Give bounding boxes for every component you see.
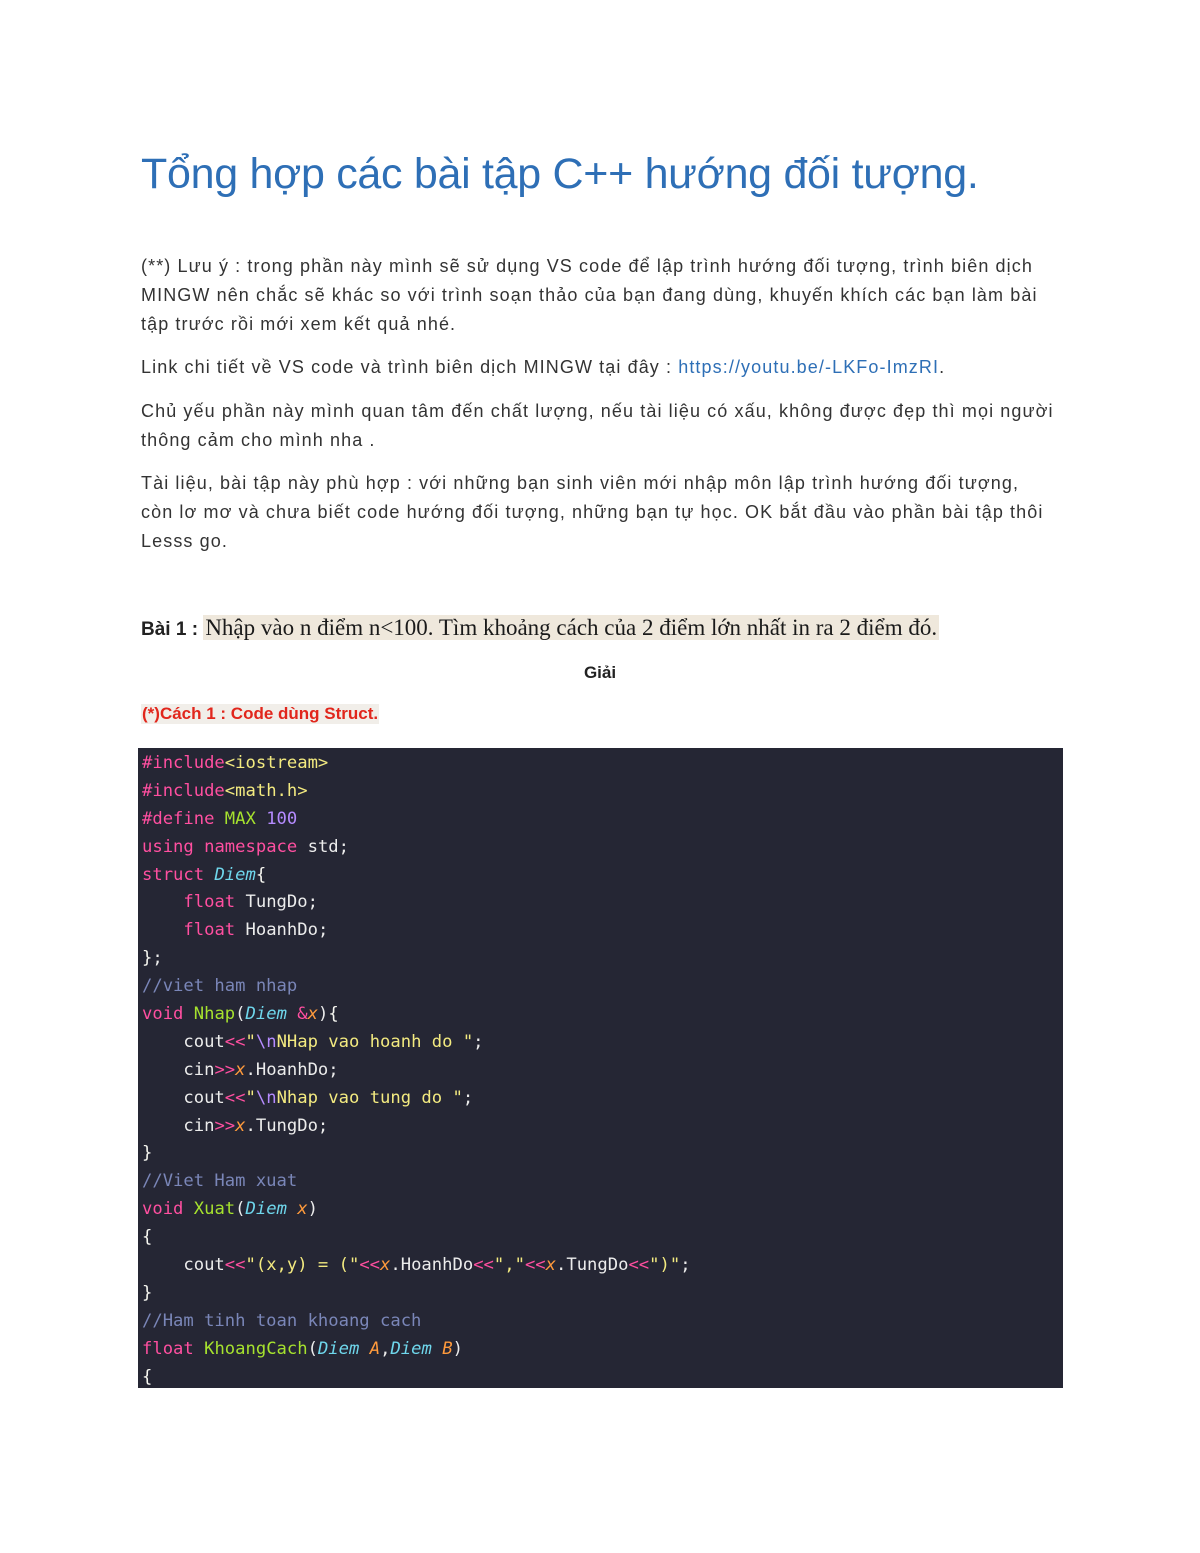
code-token: { [142, 1227, 153, 1248]
code-token: cin [142, 1115, 215, 1136]
code-token: \n [255, 1087, 277, 1108]
code-token: ; [152, 948, 163, 969]
code-line [142, 945, 1063, 973]
code-token: cout [142, 1087, 225, 1108]
code-token: >> [214, 1115, 236, 1136]
code-token: <iostream> [224, 753, 329, 773]
code-token: struct [142, 864, 205, 885]
code-token: HoanhDo; [235, 920, 329, 941]
code-token: " [245, 1031, 256, 1052]
code-token [183, 1199, 193, 1219]
code-token: ( [235, 1004, 246, 1025]
code-token: B [442, 1338, 453, 1359]
code-token: Nhap vao tung do " [276, 1087, 463, 1108]
code-token: << [473, 1255, 494, 1276]
code-token: #define [142, 808, 215, 829]
code-token: ; [473, 1031, 484, 1052]
code-token: std; [297, 836, 349, 857]
code-line [142, 1336, 1063, 1364]
code-token: A [369, 1338, 381, 1359]
code-line [142, 1140, 1063, 1168]
code-token: float [142, 1338, 194, 1359]
code-token: void [142, 1004, 184, 1025]
code-line [142, 778, 1063, 806]
code-token: x [235, 1115, 246, 1136]
code-token: Diem [317, 1338, 360, 1359]
code-token: " [245, 1087, 256, 1108]
code-token: ( [307, 1338, 318, 1359]
code-token: ; [462, 1087, 474, 1108]
code-line [142, 1280, 1063, 1308]
method-heading: (*)Cách 1 : Code dùng Struct. [142, 704, 379, 723]
code-token [142, 892, 183, 912]
link-intro-text: Link chi tiết về VS code và trình biên dịch MINGW tại đây : [141, 357, 679, 377]
code-token: x [307, 1004, 319, 1025]
code-token: , [380, 1338, 391, 1359]
code-line [142, 1168, 1063, 1196]
code-token: Nhap [193, 1004, 236, 1025]
code-line [142, 1057, 1063, 1085]
code-token: #include [142, 753, 225, 773]
code-token: cin [142, 1059, 215, 1080]
code-token: float [183, 920, 236, 941]
code-token [194, 837, 204, 857]
code-token: Diem [245, 1199, 287, 1220]
code-line [142, 834, 1063, 862]
code-block [138, 748, 1063, 1388]
code-line [142, 1364, 1063, 1388]
code-token: x [545, 1255, 556, 1276]
code-token: TungDo; [235, 892, 318, 913]
code-token [359, 1339, 369, 1359]
code-token: ( [235, 1199, 246, 1220]
code-line [142, 1224, 1063, 1252]
code-token: float [183, 892, 236, 913]
code-token [287, 1004, 297, 1024]
code-line [142, 889, 1063, 917]
code-token: } [142, 948, 153, 969]
code-token: Diem [390, 1338, 432, 1359]
code-token: //viet ham nhap [142, 976, 298, 997]
code-token: ) [307, 1199, 319, 1220]
code-token: ; [680, 1255, 691, 1276]
quality-paragraph: Chủ yếu phần này mình quan tâm đến chất lượng, nếu tài liệu có xấu, không được đẹp thì mọi người thông cảm cho mình nha . [141, 401, 1054, 450]
code-token: using [142, 836, 194, 857]
code-token [183, 1004, 193, 1024]
code-line [142, 973, 1063, 1001]
code-token [287, 1199, 297, 1219]
code-token: //Viet Ham xuat [142, 1171, 298, 1192]
document-title: Tổng hợp các bài tập C++ hướng đối tượng. [141, 150, 979, 198]
code-token: <math.h> [224, 780, 308, 801]
code-token: { [142, 1366, 153, 1387]
exercise-question: Nhập vào n điểm n<100. Tìm khoảng cách của 2 điểm lớn nhất in ra 2 điểm đó. [205, 615, 938, 640]
exercise-heading [141, 615, 939, 641]
code-token: << [628, 1255, 650, 1276]
code-token: Diem [245, 1004, 287, 1025]
code-token: void [142, 1199, 184, 1220]
code-token: ")" [649, 1255, 681, 1276]
code-token: } [142, 1143, 153, 1164]
code-token: x [235, 1059, 246, 1080]
audience-paragraph: Tài liệu, bài tập này phù hợp : với những bạn sinh viên mới nhập môn lập trình hướng đối tượng, còn lơ mơ và chưa biết code hướng đối tượng, những bạn tự học. OK bắt đầu vào phần bài tập thôi Lesss go. [141, 473, 1044, 551]
code-token: ) [318, 1004, 329, 1025]
code-token: .HoanhDo [390, 1255, 474, 1276]
code-line [142, 862, 1063, 890]
exercise-label: Bài 1 : [141, 619, 204, 640]
solution-heading: Giải [583, 663, 617, 682]
code-token: KhoangCach [204, 1338, 308, 1359]
code-token: cout [142, 1255, 225, 1276]
code-token: { [328, 1004, 339, 1025]
code-token: x [380, 1255, 391, 1276]
code-token [194, 1339, 204, 1359]
code-token: << [359, 1255, 381, 1276]
code-token: << [524, 1255, 546, 1276]
code-token [256, 809, 266, 829]
code-line [142, 1113, 1063, 1141]
code-line [142, 917, 1063, 945]
code-token [214, 809, 224, 829]
code-line [142, 1252, 1063, 1280]
code-token: x [297, 1199, 308, 1220]
code-token: Xuat [193, 1199, 236, 1220]
code-token: ) [452, 1338, 463, 1359]
link-paragraph [141, 353, 1056, 382]
code-token: cout [142, 1031, 225, 1052]
code-line [142, 1001, 1063, 1029]
code-token: #include [142, 780, 225, 801]
code-line [142, 1196, 1063, 1224]
link-end-text: . [939, 357, 946, 377]
code-token: 100 [266, 808, 298, 829]
code-token: "," [493, 1255, 525, 1276]
code-token [204, 865, 214, 885]
youtube-link[interactable]: https://youtu.be/-LKFo-ImzRI [678, 357, 940, 377]
code-token: .TungDo [556, 1255, 629, 1276]
code-token: MAX [224, 808, 256, 829]
code-token: .HoanhDo; [245, 1059, 339, 1080]
code-token: //Ham tinh toan khoang cach [142, 1310, 422, 1331]
code-line [142, 1029, 1063, 1057]
code-token: Diem [214, 864, 256, 885]
code-line [142, 806, 1063, 834]
code-token: << [224, 1255, 246, 1276]
code-token: .TungDo; [245, 1115, 329, 1136]
code-token: { [255, 864, 267, 885]
code-token: NHap vao hoanh do " [276, 1031, 474, 1052]
code-token: & [297, 1004, 308, 1025]
code-token: namespace [204, 836, 298, 857]
note-paragraph: (**) Lưu ý : trong phần này mình sẽ sử dụng VS code để lập trình hướng đối tượng, trình biên dịch MINGW nên chắc sẽ khác so với trình soạn thảo của bạn đang dùng, khuyến khích các bạn làm bài tập trước rồi mới xem kết quả nhé. [141, 256, 1038, 334]
code-token: } [142, 1282, 153, 1303]
code-token: \n [255, 1031, 277, 1052]
code-token: << [224, 1087, 246, 1108]
code-token: "(x,y) = (" [245, 1255, 360, 1276]
code-token [142, 920, 183, 940]
code-token: << [224, 1031, 246, 1052]
code-line [142, 750, 1063, 778]
code-line [142, 1308, 1063, 1336]
code-token [432, 1339, 442, 1359]
code-line [142, 1085, 1063, 1113]
code-token: >> [214, 1059, 236, 1080]
